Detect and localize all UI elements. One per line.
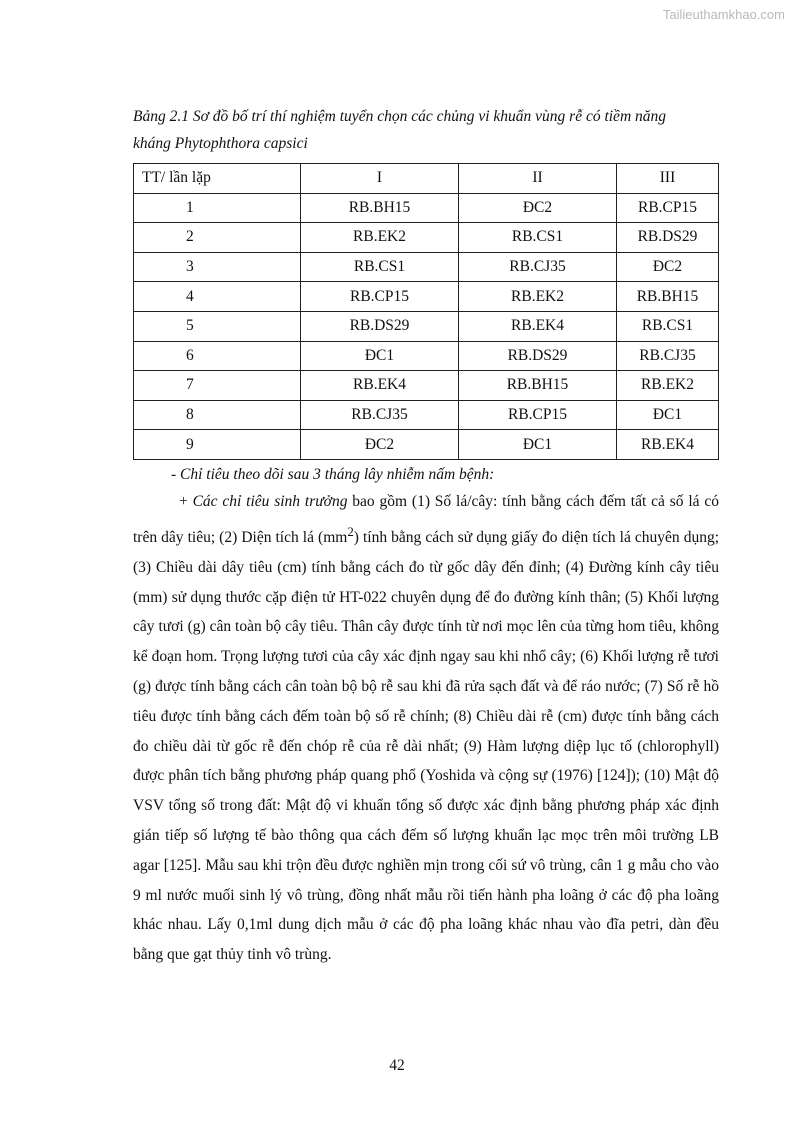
- table-cell: ĐC2: [301, 430, 459, 460]
- table-cell: 8: [134, 400, 301, 430]
- table-cell: RB.CP15: [301, 282, 459, 312]
- table-header-row: [134, 164, 719, 194]
- paragraph-text-1: bao gồm (1) Số lá/cây: tính bằng cách đếm tất cả số lá có trên dây tiêu; (2) Diện tích lá (mm: [133, 493, 719, 546]
- table-row: [134, 311, 719, 341]
- table-cell: RB.CJ35: [459, 252, 617, 282]
- table-cell: RB.EK4: [617, 430, 719, 460]
- table-cell: RB.BH15: [459, 371, 617, 401]
- table-caption: [133, 103, 719, 157]
- table-cell: 2: [134, 223, 301, 253]
- superscript: 2: [347, 523, 354, 539]
- header-cell: I: [301, 164, 459, 194]
- table-cell: RB.CJ35: [301, 400, 459, 430]
- table-cell: 5: [134, 311, 301, 341]
- table-cell: RB.EK2: [301, 223, 459, 253]
- table-cell: 6: [134, 341, 301, 371]
- table-cell: RB.CP15: [459, 400, 617, 430]
- caption-line-1: Bảng 2.1 Sơ đồ bố trí thí nghiệm tuyển chọn các chủng vi khuẩn vùng rễ có tiềm năng: [133, 108, 667, 125]
- italic-lead: Các chỉ tiêu sinh trưởng: [192, 493, 348, 510]
- table-cell: 4: [134, 282, 301, 312]
- table-cell: 9: [134, 430, 301, 460]
- table-cell: ĐC2: [459, 193, 617, 223]
- section-heading: [133, 461, 719, 488]
- table-row: [134, 223, 719, 253]
- bullet: +: [179, 493, 193, 510]
- table-cell: RB.CP15: [617, 193, 719, 223]
- table-row: [134, 400, 719, 430]
- section-lead: - Chỉ tiêu theo dõi sau 3 tháng lây nhiễm nấm bệnh:: [171, 466, 495, 483]
- table-cell: 7: [134, 371, 301, 401]
- table-cell: RB.EK4: [301, 371, 459, 401]
- table-cell: RB.CS1: [459, 223, 617, 253]
- table-cell: ĐC1: [459, 430, 617, 460]
- header-cell: II: [459, 164, 617, 194]
- table-cell: RB.CS1: [617, 311, 719, 341]
- table-cell: ĐC2: [617, 252, 719, 282]
- table-cell: ĐC1: [617, 400, 719, 430]
- table-cell: RB.CS1: [301, 252, 459, 282]
- table-cell: 3: [134, 252, 301, 282]
- layout-table: [133, 163, 719, 460]
- header-cell: III: [617, 164, 719, 194]
- table-cell: RB.BH15: [617, 282, 719, 312]
- header-cell: TT/ lần lặp: [134, 164, 301, 194]
- table-cell: 1: [134, 193, 301, 223]
- table-row: [134, 341, 719, 371]
- table-row: [134, 371, 719, 401]
- table-cell: RB.EK4: [459, 311, 617, 341]
- paragraph-text-2: ) tính bằng cách sử dụng giấy đo diện tích lá chuyên dụng; (3) Chiều dài dây tiêu (cm) tính bằng cách đo từ gốc dây đến đỉnh; (4) Đường kính cây tiêu (mm) sử dụng thước cặp điện tử HT-022 chuyên dụng để đo đường kính thân; (5) Khối lượng cây tươi (g) cân toàn bộ cây tiêu. Thân cây được tính từ nơi mọc lên của từng hom tiêu, không kể đoạn hom. Trọng lượng tươi của cây xác định ngay sau khi nhổ cây; (6) Khối lượng rễ tươi (g) được tính bằng cách cân toàn bộ bộ rễ sau khi đã rửa sạch đất và để ráo nước; (7) Số rễ hồ tiêu được tính bằng cách đếm toàn bộ số rễ chính; (8) Chiều dài rễ (cm) được tính bằng cách đo chiều dài từ gốc rễ đến chóp rễ của rễ dài nhất; (9) Hàm lượng diệp lục tố (chlorophyll) được phân tích bằng phương pháp quang phổ (Yoshida và cộng sự (1976) [124]); (10) Mật độ VSV tổng số trong đất: Mật độ vi khuẩn tổng số được xác định bằng phương pháp xác định gián tiếp số lượng tế bào thông qua cách đếm số lượng khuẩn lạc mọc trên môi trường LB agar [125]. Mẫu sau khi trộn đều được nghiền mịn trong cối sứ vô trùng, cân 1 g mẫu cho vào 9 ml nước muối sinh lý vô trùng, đồng nhất mẫu rồi tiến hành pha loãng ở các độ pha loãng khác nhau. Lấy 0,1ml dung dịch mẫu ở các độ pha loãng khác nhau vào đĩa petri, dàn đều bằng que gạt thủy tinh vô trùng.: [133, 528, 719, 964]
- table-cell: RB.BH15: [301, 193, 459, 223]
- table-row: [134, 282, 719, 312]
- table-cell: RB.DS29: [459, 341, 617, 371]
- watermark: Tailieuthamkhao.com: [662, 7, 785, 22]
- table-row: [134, 193, 719, 223]
- table-cell: RB.DS29: [301, 311, 459, 341]
- caption-line-2: kháng Phytophthora capsici: [133, 135, 308, 152]
- table-cell: ĐC1: [301, 341, 459, 371]
- table-cell: RB.EK2: [617, 371, 719, 401]
- page-number: 42: [389, 1057, 405, 1074]
- body-paragraph: [133, 487, 719, 970]
- table-row: [134, 252, 719, 282]
- table-cell: RB.EK2: [459, 282, 617, 312]
- table-row: [134, 430, 719, 460]
- table-cell: RB.DS29: [617, 223, 719, 253]
- table-cell: RB.CJ35: [617, 341, 719, 371]
